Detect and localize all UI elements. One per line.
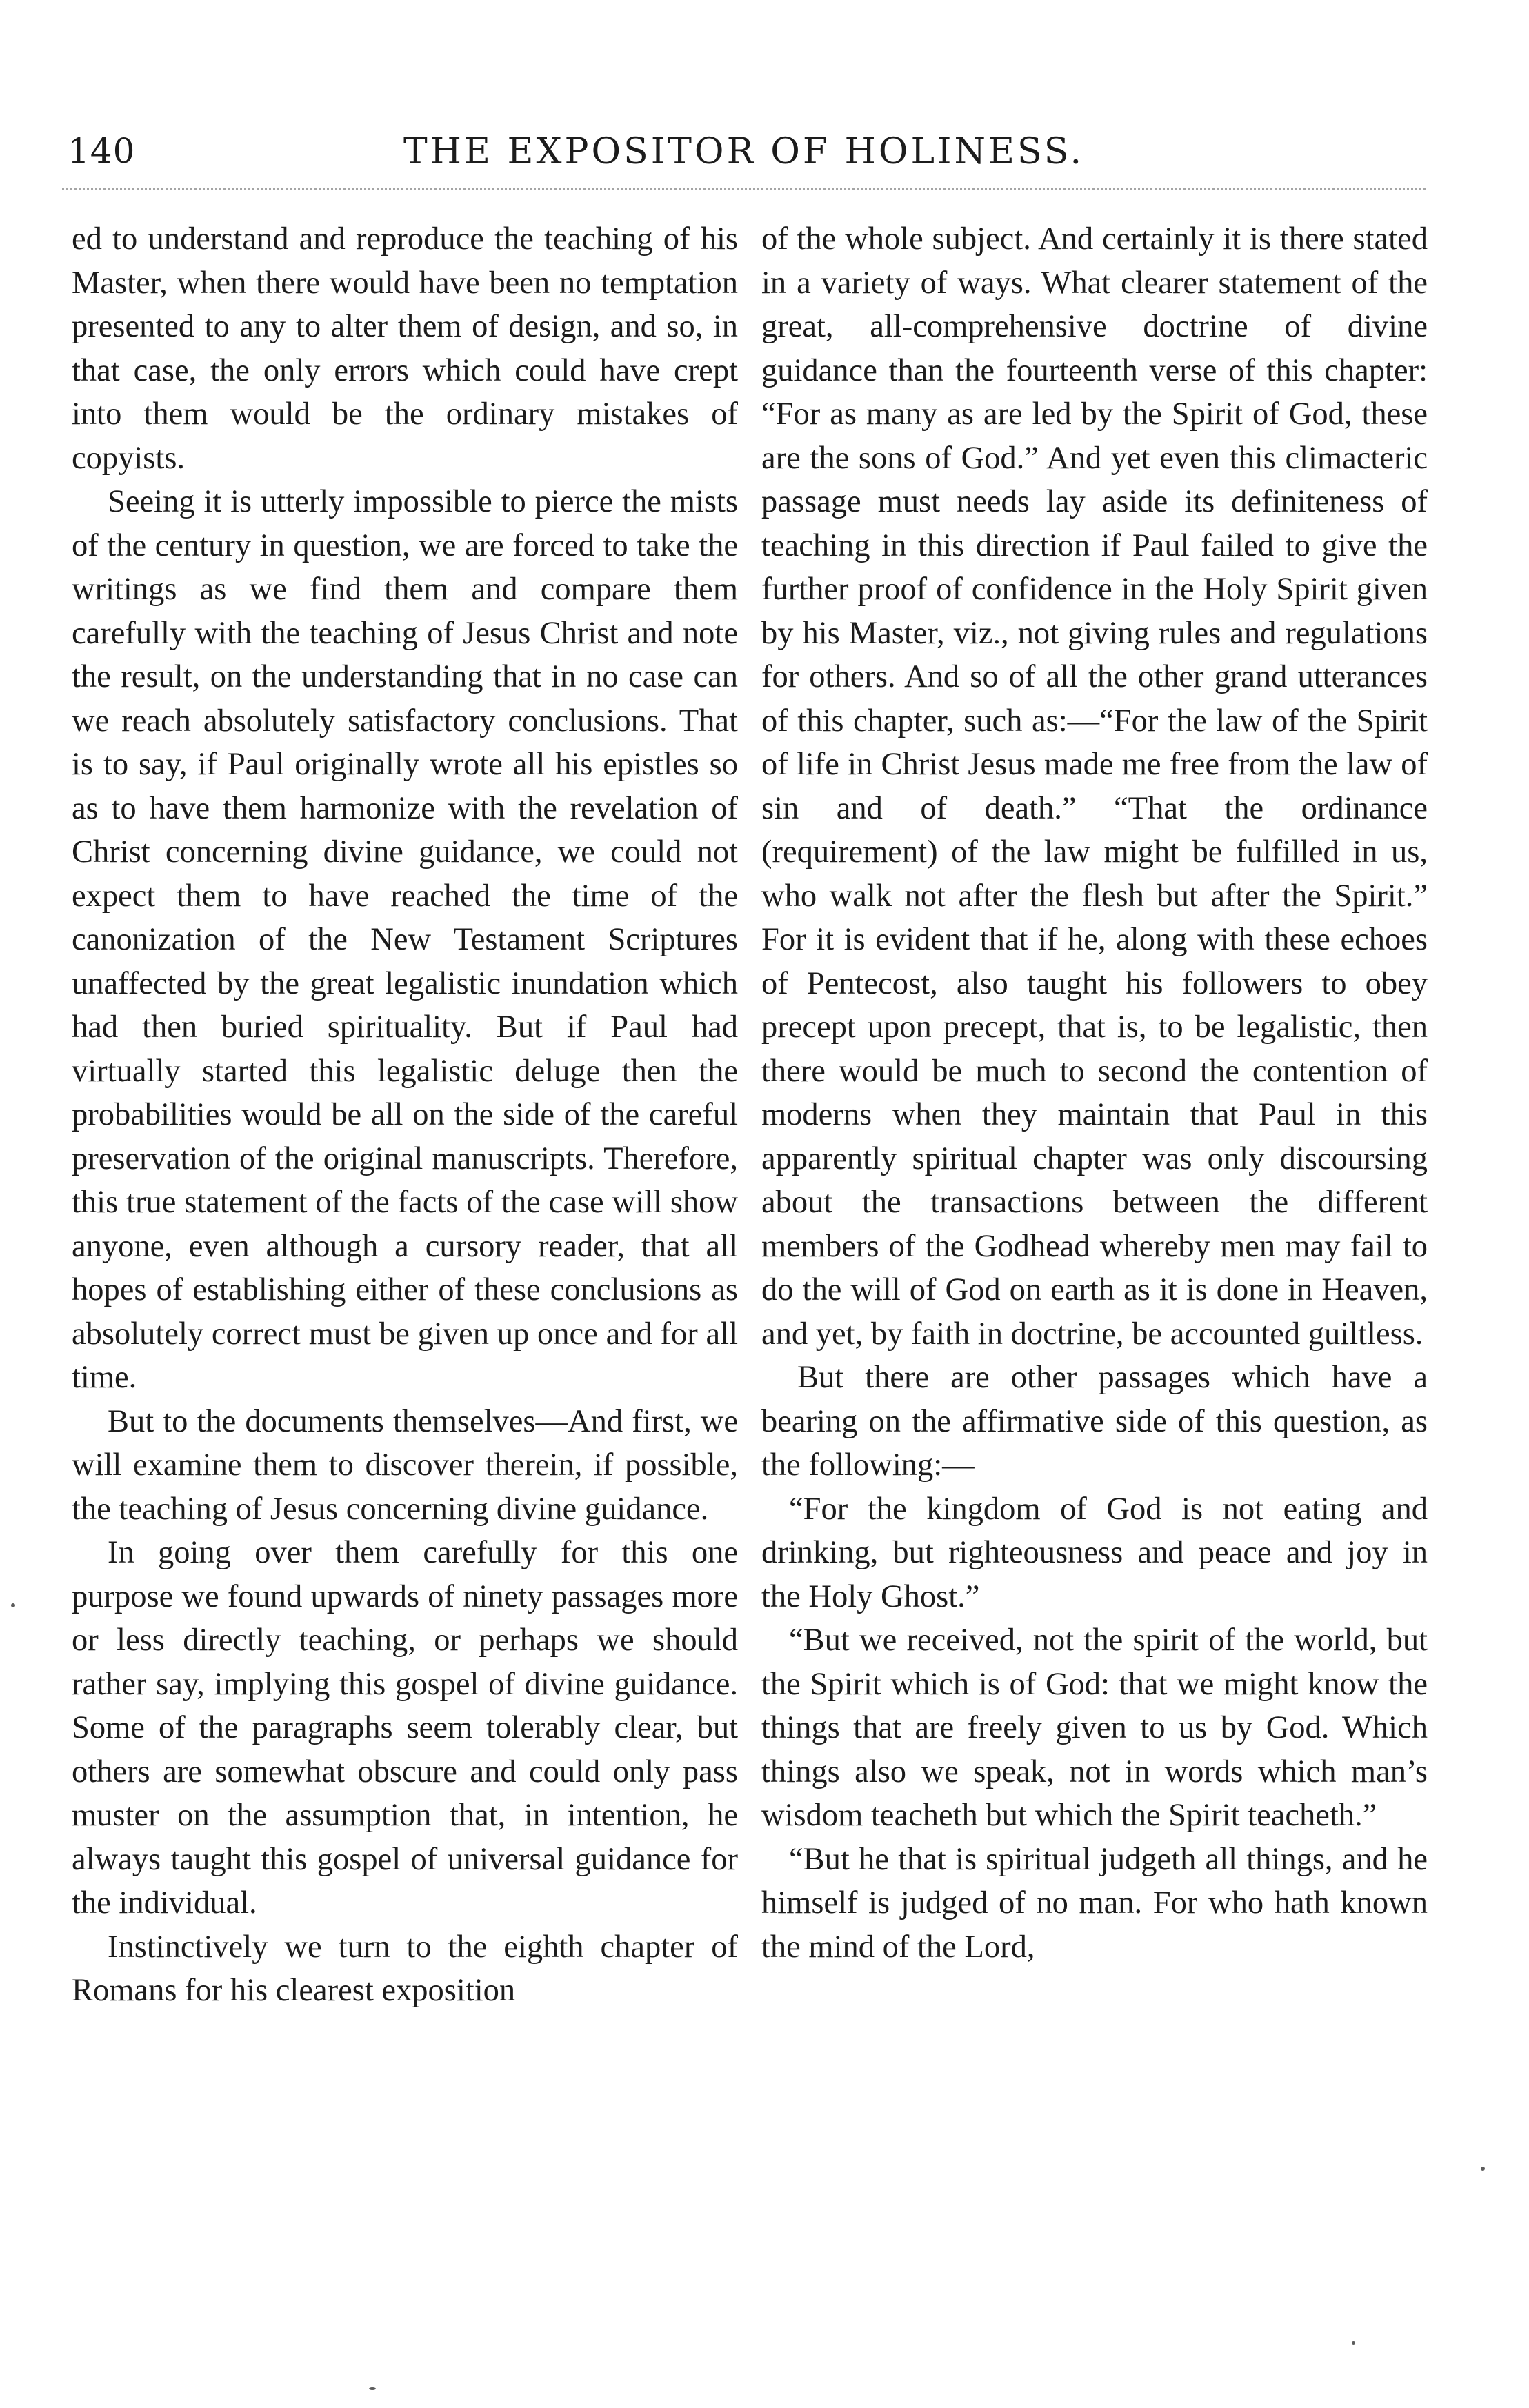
- scan-speck: [369, 2387, 376, 2390]
- scripture-quote: “But he that is spiritual judgeth all things, and he himself is judged of no man. For who hath known the mind of the Lord,: [761, 1841, 1428, 1965]
- paragraph: ed to understand and reproduce the teaching of his Master, when there would have been no temptation presented to any to alter them of design, and so, in that case, the only errors which could have crept into them would be the ordinary mistakes of copyists.: [72, 221, 738, 476]
- page-number: 140: [68, 131, 136, 171]
- paragraph: Instinctively we turn to the eighth chapter of Romans for his clearest exposition: [72, 1929, 738, 2008]
- scan-speck: [1481, 2167, 1485, 2171]
- scripture-quote: “But we received, not the spirit of the world, but the Spirit which is of God: that we might know the things that are freely given to us by God. Which things also we speak, not in words which man’s wisdom teacheth but which the Spirit teacheth.”: [761, 1623, 1428, 1833]
- running-title: THE EXPOSITOR OF HOLINESS.: [403, 131, 1085, 172]
- left-column: [72, 217, 738, 2013]
- page-header: [62, 131, 1426, 179]
- scan-speck: [1352, 2341, 1355, 2345]
- paragraph: Seeing it is utterly impossible to pierce the mists of the century in question, we are forced to take the writings as we find them and compare them carefully with the teaching of Jesus Christ and note the result, on the understanding that in no case can we reach absolutely satisfactory conclusions. That is to say, if Paul originally wrote all his epistles so as to have them harmonize with the revelation of Christ concerning divine guidance, we could not expect them to have reached the time of the canonization of the New Testament Scriptures unaffected by the great legalistic inundation which had then buried spirituality. But if Paul had virtually started this legalistic deluge then the probabilities would be all on the side of the careful preservation of the original manuscripts. Therefore, this true statement of the facts of the case will show anyone, even although a cursory reader, that all hopes of establishing either of these conclusions as absolutely correct must be given up once and for all time.: [72, 484, 738, 1395]
- scan-speck: [11, 1603, 15, 1607]
- paragraph: of the whole subject. And certainly it is there stated in a variety of ways. What clearer statement of the great, all-comprehensive doctrine of divine guidance than the fourteenth verse of this chapter: “For as many as are led by the Spirit of God, these are the sons of God.” And yet even this climacteric passage must needs lay aside its definiteness of teaching in this direction if Paul failed to give the further proof of confidence in the Holy Spirit given by his Master, viz., not giving rules and regulations for others. And so of all the other grand utterances of this chapter, such as:—“For the law of the Spirit of life in Christ Jesus made me free from the law of sin and of death.” “That the ordinance (requirement) of the law might be fulfilled in us, who walk not after the flesh but after the Spirit.” For it is evident that if he, along with these echoes of Pentecost, also taught his followers to obey precept upon precept, that is, to be legalistic, then there would be much to second the contention of moderns when they maintain that Paul in this apparently spiritual chapter was only discoursing about the transactions between the different members of the Godhead whereby men may fail to do the will of God on earth as it is done in Heaven, and yet, by faith in doctrine, be accounted guiltless.: [761, 221, 1428, 1352]
- paragraph: But to the documents themselves—And first, we will examine them to discover therein, if possible, the teaching of Jesus concerning divine guidance.: [72, 1403, 738, 1527]
- right-column: [761, 217, 1428, 1969]
- scripture-quote: “For the kingdom of God is not eating and drinking, but righteousness and peace and joy in the Holy Ghost.”: [761, 1491, 1428, 1614]
- paragraph: But there are other passages which have a bearing on the affirmative side of this question, as the following:—: [761, 1360, 1428, 1483]
- paragraph: In going over them carefully for this one purpose we found upwards of ninety passages more or less directly teaching, or perhaps we should rather say, implying this gospel of divine guidance. Some of the paragraphs seem tolerably clear, but others are somewhat obscure and could only pass muster on the assumption that, in intention, he always taught this gospel of universal guidance for the individual.: [72, 1535, 738, 1920]
- header-rule: [62, 188, 1426, 190]
